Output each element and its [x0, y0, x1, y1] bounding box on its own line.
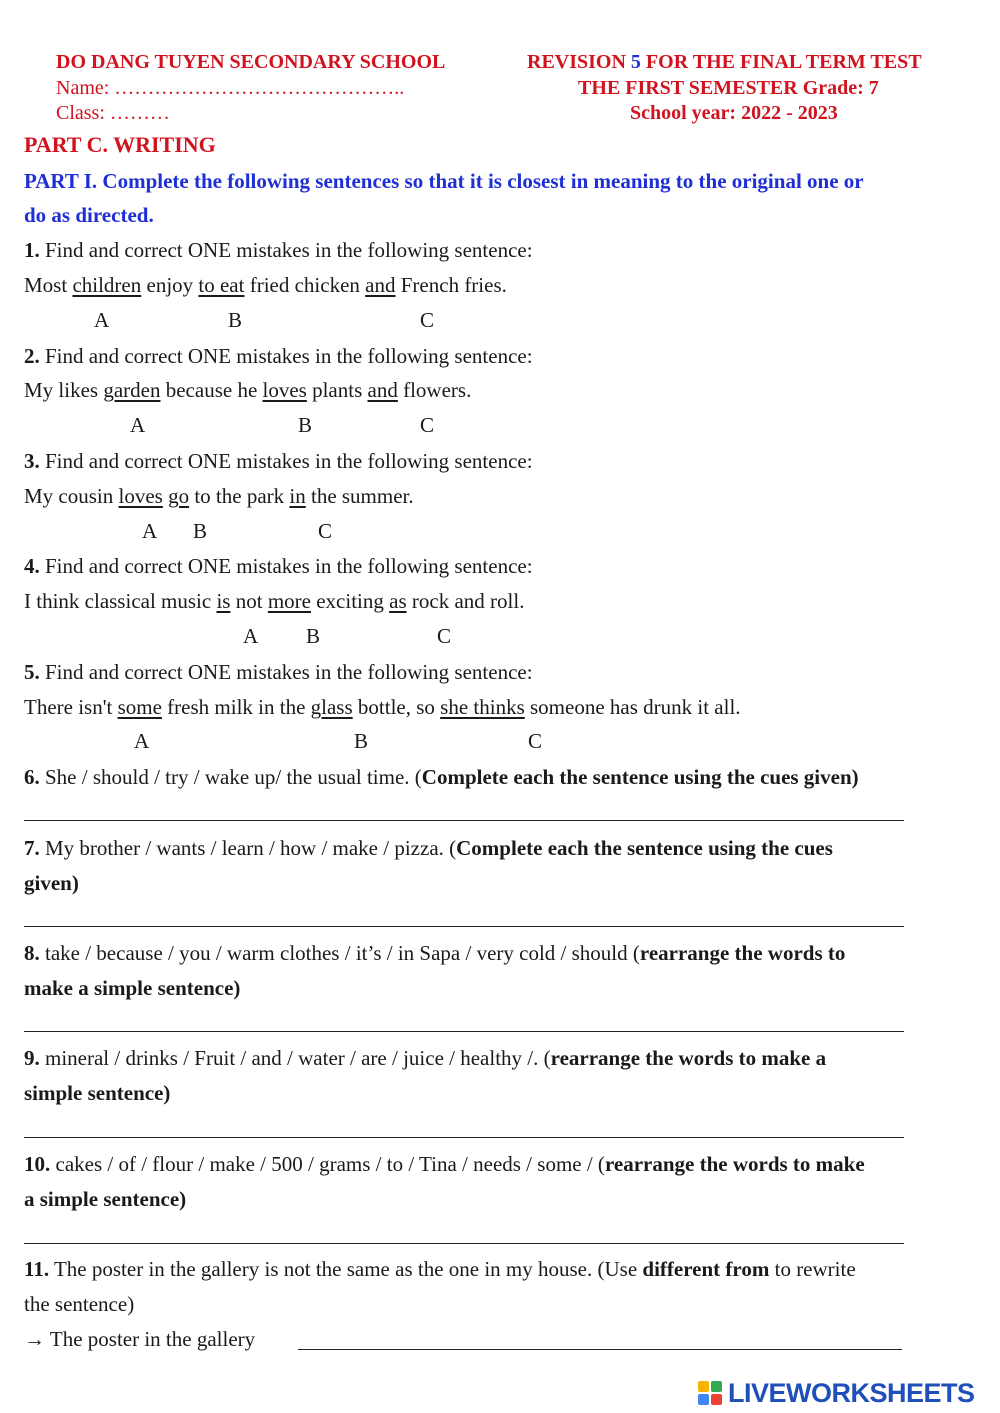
- q5-label-b: B: [354, 729, 369, 753]
- q7-instruction-cont: given): [24, 871, 79, 895]
- q4-prompt: 4. Find and correct ONE mistakes in the following sentence:: [24, 554, 533, 578]
- liveworksheets-logo[interactable]: [698, 1378, 975, 1408]
- revision-title: [527, 50, 922, 74]
- q2-prompt: 2. Find and correct ONE mistakes in the following sentence:: [24, 344, 533, 368]
- q3-label-c: C: [318, 519, 333, 543]
- q8-instruction-cont: make a simple sentence): [24, 976, 241, 1000]
- q2-label-a: A: [130, 413, 146, 437]
- q1-prompt: 1. Find and correct ONE mistakes in the following sentence:: [24, 238, 533, 262]
- school-year: School year: 2022 - 2023: [630, 102, 838, 124]
- part-c-title: PART C. WRITING: [24, 132, 216, 157]
- q11-question-cont: the sentence): [24, 1292, 135, 1316]
- q10-answer-line[interactable]: [24, 1243, 904, 1244]
- q2-label-c: C: [420, 413, 435, 437]
- liveworksheets-logo-icon: [698, 1381, 722, 1405]
- q6-question: 6. She / should / try / wake up/ the usual time. (Complete each the sentence using the cues given): [24, 765, 859, 789]
- q2-sentence: My likes garden because he loves plants and flowers.: [24, 378, 472, 402]
- q5-label-c: C: [528, 729, 543, 753]
- q1-sentence: Most children enjoy to eat fried chicken and French fries.: [24, 273, 507, 297]
- q5-sentence: There isn't some fresh milk in the glass bottle, so she thinks someone has drunk it all.: [24, 695, 741, 719]
- q9-answer-line[interactable]: [24, 1137, 904, 1138]
- q3-prompt: 3. Find and correct ONE mistakes in the following sentence:: [24, 449, 533, 473]
- q2-label-b: B: [298, 413, 313, 437]
- q10-instruction-cont: a simple sentence): [24, 1187, 187, 1211]
- class-field: Class: ………: [56, 102, 170, 124]
- revision-rest: FOR THE FINAL TERM TEST: [645, 51, 922, 73]
- q9-question: 9. mineral / drinks / Fruit / and / water / are / juice / healthy /. (rearrange the words to make a: [24, 1046, 827, 1070]
- q4-label-a: A: [243, 624, 259, 648]
- semester-line: THE FIRST SEMESTER Grade: 7: [578, 77, 879, 99]
- name-field: Name: ……………………………………..: [56, 77, 405, 99]
- q1-label-b: B: [228, 308, 243, 332]
- q7-answer-line[interactable]: [24, 926, 904, 927]
- revision-number: 5: [630, 51, 641, 73]
- q3-label-a: A: [142, 519, 158, 543]
- q5-label-a: A: [134, 729, 150, 753]
- q9-instruction-cont: simple sentence): [24, 1081, 171, 1105]
- q4-label-b: B: [306, 624, 321, 648]
- q11-rewrite-lead: → The poster in the gallery: [24, 1327, 256, 1351]
- q11-question: 11. The poster in the gallery is not the same as the one in my house. (Use different from to rewrite: [24, 1257, 856, 1281]
- q1-label-a: A: [94, 308, 110, 332]
- q8-answer-line[interactable]: [24, 1031, 904, 1032]
- q6-answer-line[interactable]: [24, 820, 904, 821]
- q1-label-c: C: [420, 308, 435, 332]
- q7-question: 7. My brother / wants / learn / how / make / pizza. (Complete each the sentence using the cues: [24, 836, 833, 860]
- part-i-instruction-line1: PART I. Complete the following sentences so that it is closest in meaning to the original one or: [24, 169, 864, 193]
- q10-question: 10. cakes / of / flour / make / 500 / grams / to / Tina / needs / some / (rearrange the words to make: [24, 1152, 865, 1176]
- part-i-instruction-line2: do as directed.: [24, 203, 154, 227]
- q11-answer-line[interactable]: [298, 1349, 902, 1350]
- arrow-icon: →: [24, 1327, 45, 1351]
- q4-sentence: I think classical music is not more exciting as rock and roll.: [24, 589, 525, 613]
- q3-sentence: My cousin loves go to the park in the summer.: [24, 484, 414, 508]
- q8-question: 8. take / because / you / warm clothes / it’s / in Sapa / very cold / should (rearrange the words to: [24, 941, 846, 965]
- school-name: DO DANG TUYEN SECONDARY SCHOOL: [56, 51, 446, 73]
- q4-label-c: C: [437, 624, 452, 648]
- liveworksheets-brand: LIVEWORKSHEETS: [728, 1377, 975, 1408]
- q3-label-b: B: [193, 519, 208, 543]
- q5-prompt: 5. Find and correct ONE mistakes in the following sentence:: [24, 660, 533, 684]
- revision-word: REVISION: [527, 51, 626, 73]
